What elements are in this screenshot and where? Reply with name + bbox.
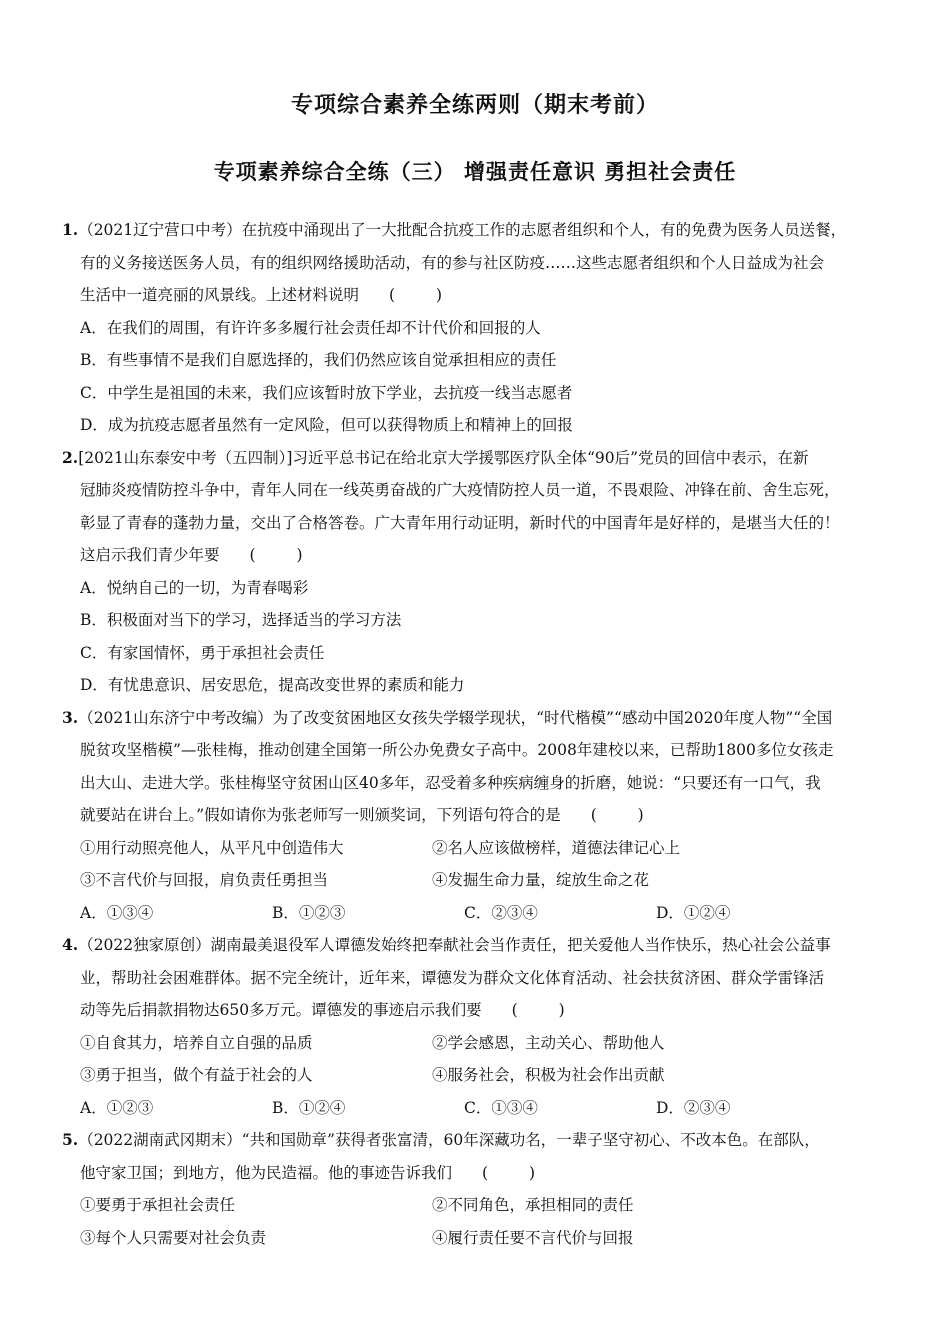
choice-row	[62, 1092, 900, 1125]
question-text: （2022湖南武冈期末）“共和国勋章”获得者张富清，60年深藏功名，一辈子坚守初心、不改本色。在部队，	[78, 1131, 820, 1149]
statement-item: ①用行动照亮他人，从平凡中创造伟大	[80, 838, 344, 857]
answer-option: A．悦纳自己的一切，为青春喝彩	[80, 578, 309, 597]
answer-option: C．中学生是祖国的未来，我们应该暂时放下学业，去抗疫一线当志愿者	[80, 383, 573, 402]
statement-row	[62, 1059, 900, 1092]
choice-row	[62, 897, 900, 930]
question-number: 3.	[62, 707, 79, 727]
statement-item: ④服务社会，积极为社会作出贡献	[432, 1066, 665, 1084]
choice-item: D．①②④	[656, 903, 731, 922]
statement-item: ④履行责任要不言代价与回报	[432, 1228, 634, 1247]
question-stem-line	[62, 734, 900, 767]
question-text: [2021山东泰安中考（五四制）]习近平总书记在给北京大学援鄂医疗队全体“90后”党员的回信中表示，在新	[78, 448, 809, 467]
question-number: 1.	[62, 220, 79, 239]
question-stem-line	[62, 539, 900, 572]
answer-blank: ( )	[511, 1001, 583, 1019]
question-stem-line	[62, 929, 900, 962]
question-4	[62, 929, 900, 1124]
question-stem-line	[62, 474, 900, 507]
choice-item: D．②③④	[656, 1098, 731, 1117]
question-list	[62, 214, 900, 1254]
statement-row	[62, 1189, 900, 1222]
question-text: 就要站在讲台上。”假如请你为张老师写一则颁奖词，下列语句符合的是	[80, 806, 561, 824]
choice-item: C．①③④	[464, 1098, 538, 1117]
choice-item: C．②③④	[464, 903, 538, 922]
statement-item: ④发掘生命力量，绽放生命之花	[432, 871, 650, 889]
answer-option: C．有家国情怀，勇于承担社会责任	[80, 643, 325, 662]
question-stem-line	[62, 214, 900, 247]
question-text: 动等先后捐款捐物达650多万元。谭德发的事迹启示我们要	[80, 1001, 482, 1019]
statement-item: ③不言代价与回报，肩负责任勇担当	[80, 871, 329, 889]
question-number: 2.	[62, 447, 79, 467]
question-stem-line	[62, 962, 900, 995]
answer-option: B．积极面对当下的学习，选择适当的学习方法	[80, 611, 402, 629]
answer-option: D．成为抗疫志愿者虽然有一定风险，但可以获得物质上和精神上的回报	[80, 416, 573, 434]
question-text: 他守家卫国；到地方，他为民造福。他的事迹告诉我们	[80, 1163, 453, 1182]
question-number: 4.	[62, 935, 79, 954]
question-1	[62, 214, 900, 442]
page-title: 专项综合素养全练两则（期末考前）	[290, 93, 659, 118]
question-stem-line	[62, 507, 900, 540]
statement-item: ①自食其力，培养自立自强的品质	[80, 1033, 313, 1052]
statement-item: ②学会感恩，主动关心、帮助他人	[432, 1033, 665, 1052]
statement-item: ③勇于担当，做个有益于社会的人	[80, 1066, 313, 1084]
question-stem-line	[62, 767, 900, 800]
question-stem-line	[62, 994, 900, 1027]
question-text: 这启示我们青少年要	[80, 546, 220, 564]
question-5	[62, 1124, 900, 1254]
question-text: 有的义务接送医务人员，有的组织网络援助活动，有的参与社区防疫……这些志愿者组织和个人日益成为社会	[80, 253, 825, 272]
answer-blank: ( )	[389, 286, 461, 304]
answer-option: A．在我们的周围，有许许多多履行社会责任却不计代价和回报的人	[80, 318, 541, 337]
answer-blank: ( )	[590, 806, 662, 824]
question-3	[62, 702, 900, 930]
question-text: 脱贫攻坚楷模”—张桂梅，推动创建全国第一所公办免费女子高中。2008年建校以来，已帮助1800多位女孩走	[80, 741, 834, 759]
question-text: （2022独家原创）湖南最美退役军人谭德发始终把奉献社会当作责任，把关爱他人当作快乐，热心社会公益事	[78, 936, 831, 954]
question-stem-line	[62, 247, 900, 280]
question-stem-line	[62, 279, 900, 312]
choice-item: B．①②④	[272, 1098, 346, 1117]
statement-row	[62, 1027, 900, 1060]
statement-item: ③每个人只需要对社会负责	[80, 1228, 267, 1247]
answer-blank: ( )	[482, 1163, 554, 1182]
answer-option: B．有些事情不是我们自愿选择的，我们仍然应该自觉承担相应的责任	[80, 351, 557, 369]
question-text: 业，帮助社会困难群体。据不完全统计，近年来，谭德发为群众文化体育活动、社会扶贫济困、群众学雷锋活	[80, 968, 825, 987]
choice-item: A．①②③	[80, 1098, 154, 1117]
question-stem-line	[62, 799, 900, 832]
question-text: 生活中一道亮丽的风景线。上述材料说明	[80, 286, 360, 304]
choice-item: A．①③④	[80, 903, 154, 922]
choice-item: B．①②③	[272, 903, 346, 922]
question-number: 5.	[62, 1130, 79, 1149]
question-stem-line	[62, 702, 900, 735]
question-text: 彰显了青春的蓬勃力量，交出了合格答卷。广大青年用行动证明，新时代的中国青年是好样的，是堪当大任的！	[80, 513, 840, 532]
statement-item: ①要勇于承担社会责任	[80, 1196, 236, 1214]
statement-row	[62, 864, 900, 897]
answer-option: D．有忧患意识、居安思危，提高改变世界的素质和能力	[80, 676, 465, 694]
statement-item: ②名人应该做榜样，道德法律记心上	[432, 838, 681, 857]
question-text: （2021山东济宁中考改编）为了改变贫困地区女孩失学辍学现状，“时代楷模”“感动中国2020年度人物”“全国	[78, 708, 833, 727]
answer-blank: ( )	[249, 546, 321, 564]
question-text: 冠肺炎疫情防控斗争中，青年人同在一线英勇奋战的广大疫情防控人员一道，不畏艰险、冲锋在前、舍生忘死，	[80, 481, 840, 499]
statement-row	[62, 832, 900, 865]
question-stem-line	[62, 1157, 900, 1190]
question-stem-line	[62, 1124, 900, 1157]
question-text: （2021辽宁营口中考）在抗疫中涌现出了一大批配合抗疫工作的志愿者组织和个人，有的免费为医务人员送餐，	[78, 221, 847, 239]
section-subtitle: 专项素养综合全练（三） 增强责任意识 勇担社会责任	[213, 160, 737, 184]
question-2	[62, 442, 900, 702]
question-stem-line	[62, 442, 900, 475]
statement-row	[62, 1222, 900, 1255]
statement-item: ②不同角色，承担相同的责任	[432, 1196, 634, 1214]
question-text: 出大山、走进大学。张桂梅坚守贫困山区40多年，忍受着多种疾病缠身的折磨，她说：“只要还有一口气，我	[80, 773, 821, 792]
